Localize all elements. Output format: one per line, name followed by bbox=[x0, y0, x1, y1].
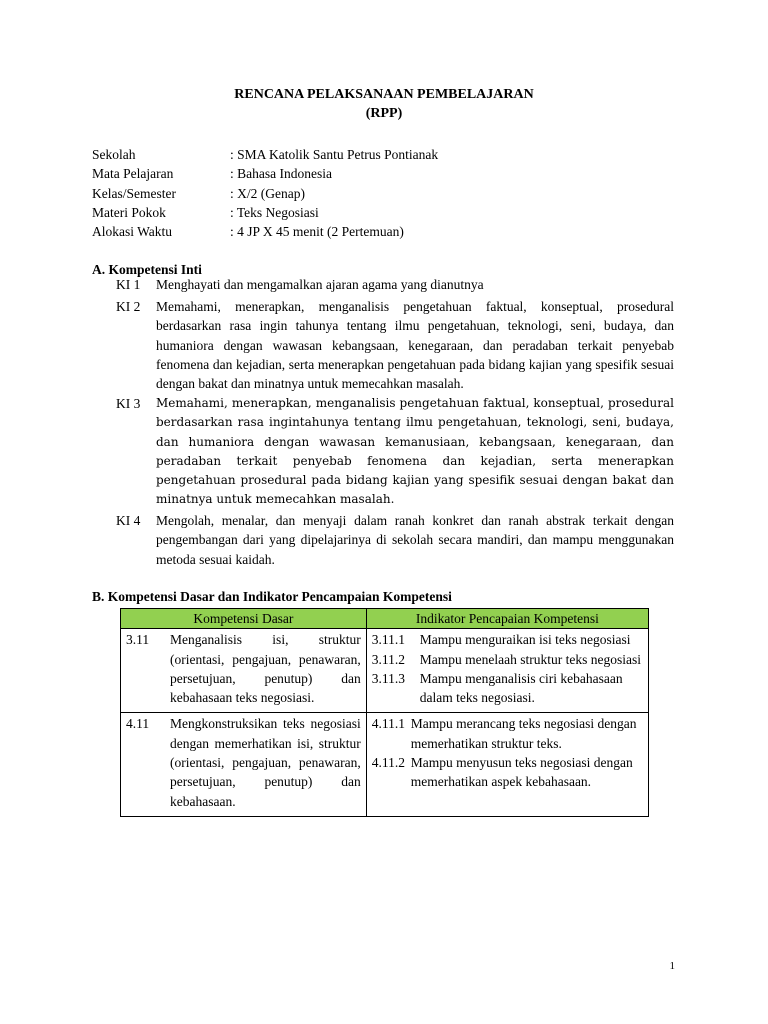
ki-text: Memahami, menerapkan, menganalisis pengetahuan faktual, konseptual, prosedural berdasarkan rasa ingintahunya tentang ilmu pengetahuan, teknologi, seni, budaya, dan humaniora dengan wawasan kemanusiaan, kebangsaan, kenegaraan, dan peradaban terkait penyebab fenomena dan kejadian, serta menerapkan pengetahuan prosedural pada bidang kajian yang spesifik sesuai dengan bakat dan minatnya untuk memecahkan masalah. bbox=[156, 396, 674, 507]
indicator-number: 3.11.3 bbox=[371, 670, 406, 686]
ki-item-3 bbox=[116, 394, 674, 510]
ki-text: Menghayati dan mengamalkan ajaran agama yang dianutnya bbox=[156, 277, 484, 292]
ki-text: Mengolah, menalar, dan menyaji dalam ranah konkret dan ranah abstrak terkait dengan pengembangan dari yang dipelajarinya di sekolah secara mandiri, dan mampu menggunakan metoda sesuai kaidah. bbox=[156, 513, 674, 567]
ki-code: KI 2 bbox=[116, 299, 141, 314]
ki-item-1 bbox=[116, 275, 674, 294]
section-a-heading: A. Kompetensi Inti bbox=[92, 262, 202, 277]
page-number: 1 bbox=[669, 960, 675, 972]
info-row-materi-pokok: Materi Pokok : Teks Negosiasi bbox=[92, 204, 319, 220]
indicator-number: 4.11.1 bbox=[371, 716, 406, 732]
ki-item-4 bbox=[116, 511, 674, 569]
table-row bbox=[121, 713, 649, 816]
ki-code: KI 1 bbox=[116, 277, 141, 292]
ki-code: KI 3 bbox=[116, 396, 141, 411]
ki-text: Memahami, menerapkan, menganalisis pengetahuan faktual, konseptual, prosedural berdasarkan rasa ingin tahunya tentang ilmu pengetahuan, teknologi, seni, budaya, dan humaniora dengan wawasan kebangsaan, kenegaraan, dan peradaban terkait penyebab fenomena dan kejadian, serta menerapkan pengetahuan pada bidang kajian yang spesifik sesuai dengan bakat dan minatnya untuk memecahkan masalah. bbox=[156, 299, 674, 392]
kd-text: Menganalisis isi, struktur (orientasi, pengajuan, penawaran, persetujuan, penutup) dan kebahasaan teks negosiasi. bbox=[170, 632, 361, 706]
section-b-heading: B. Kompetensi Dasar dan Indikator Pencampaian Kompetensi bbox=[92, 589, 452, 604]
header-indikator: Indikator Pencapaian Kompetensi bbox=[366, 609, 648, 629]
document-subtitle: (RPP) bbox=[365, 106, 403, 121]
indicator-text: Mampu merancang teks negosiasi dengan memerhatikan struktur teks. bbox=[410, 716, 637, 751]
ki-code: KI 4 bbox=[116, 513, 141, 528]
indicator-number: 4.11.2 bbox=[371, 755, 406, 771]
identity-block bbox=[92, 145, 438, 241]
competency-table bbox=[120, 608, 649, 817]
kd-number: 3.11 bbox=[126, 632, 150, 648]
document-title: RENCANA PELAKSANAAN PEMBELAJARAN bbox=[234, 87, 534, 102]
table-row bbox=[121, 629, 649, 713]
kd-text: Mengkonstruksikan teks negosiasi dengan memerhatikan isi, struktur (orientasi, pengajuan, penawaran, persetujuan, penutup) dan kebahasaan. bbox=[170, 716, 361, 809]
indicator-number: 3.11.1 bbox=[371, 632, 406, 648]
indicator-text: Mampu menguraikan isi teks negosiasi bbox=[419, 632, 631, 648]
indicator-cell bbox=[366, 713, 648, 816]
info-row-sekolah: Sekolah : SMA Katolik Santu Petrus Pontianak bbox=[92, 147, 439, 162]
indicator-text: Mampu menelaah struktur teks negosiasi bbox=[419, 651, 641, 667]
kd-cell bbox=[121, 629, 367, 713]
info-row-mata-pelajaran: Mata Pelajaran : Bahasa Indonesia bbox=[92, 166, 332, 182]
ki-item-2 bbox=[116, 297, 674, 393]
info-row-alokasi-waktu: Alokasi Waktu : 4 JP X 45 menit (2 Pertemuan) bbox=[92, 224, 404, 240]
indicator-cell bbox=[366, 629, 648, 713]
indicator-text: Mampu menganalisis ciri kebahasaan dalam teks negosiasi. bbox=[419, 670, 623, 706]
header-kompetensi-dasar: Kompetensi Dasar bbox=[121, 609, 367, 629]
indicator-text: Mampu menyusun teks negosiasi dengan memerhatikan aspek kebahasaan. bbox=[410, 755, 633, 790]
info-row-kelas-semester: Kelas/Semester : X/2 (Genap) bbox=[92, 185, 305, 201]
indicator-number: 3.11.2 bbox=[371, 651, 406, 667]
kd-number: 4.11 bbox=[126, 716, 150, 732]
kd-cell bbox=[121, 713, 367, 816]
table-header-row bbox=[121, 609, 649, 629]
